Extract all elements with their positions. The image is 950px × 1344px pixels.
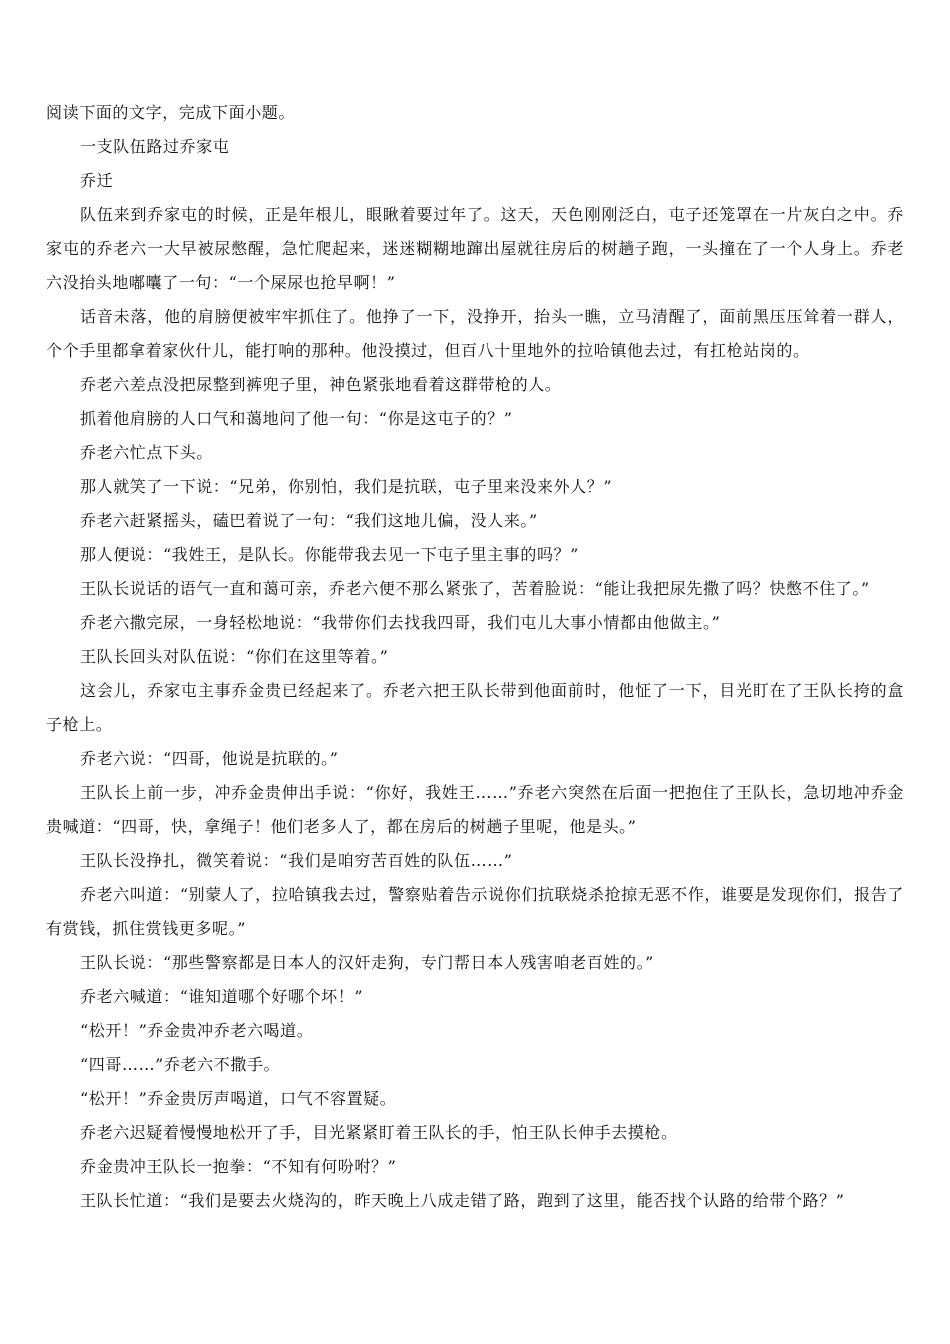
- paragraph: 王队长回头对队伍说：“你们在这里等着。”: [80, 647, 389, 666]
- paragraph: 王队长说话的语气一直和蔼可亲，乔老六便不那么紧张了，苦着脸说：“能让我把尿先撒了吗？快憋不住了。”: [80, 579, 870, 598]
- paragraph: 乔老六差点没把尿整到裤兜子里，神色紧张地看着这群带枪的人。: [80, 375, 562, 394]
- paragraph: “松开！”乔金贵冲乔老六喝道。: [80, 1021, 314, 1040]
- paragraph: 王队长没挣扎，微笑着说：“我们是咱穷苦百姓的队伍……”: [80, 851, 513, 870]
- article-title: 一支队伍路过乔家屯: [80, 137, 230, 156]
- paragraph: 那人便说：“我姓王，是队长。你能带我去见一下屯子里主事的吗？”: [80, 545, 579, 564]
- paragraph: 队伍来到乔家屯的时候，正是年根儿，眼瞅着要过年了。这天，天色刚刚泛白，屯子还笼罩在一片灰白之中。乔家屯的乔老六一大早被尿憋醒，急忙爬起来，迷迷糊糊地蹿出屋就往房后的树趟子跑，一头撞在了一个人身上。乔老六没抬头地嘟囔了一句：“一个屎尿也抢早啊！”: [46, 205, 904, 292]
- paragraph: 乔老六说：“四哥，他说是抗联的。”: [80, 749, 339, 768]
- paragraph: 那人就笑了一下说：“兄弟，你别怕，我们是抗联，屯子里来没来外人？”: [80, 477, 613, 496]
- paragraph: 乔老六迟疑着慢慢地松开了手，目光紧紧盯着王队长的手，怕王队长伸手去摸枪。: [80, 1123, 678, 1142]
- paragraph: 乔老六叫道：“别蒙人了，拉哈镇我去过，警察贴着告示说你们抗联烧杀抢掠无恶不作，谁要是发现你们，报告了有赏钱，抓住赏钱更多呢。”: [46, 885, 904, 938]
- paragraph: 王队长忙道：“我们是要去火烧沟的，昨天晚上八成走错了路，跑到了这里，能否找个认路的给带个路？”: [80, 1191, 845, 1210]
- document-page: [46, 96, 904, 1218]
- instruction-text: 阅读下面的文字，完成下面小题。: [46, 103, 296, 122]
- paragraph: “松开！”乔金贵厉声喝道，口气不容置疑。: [80, 1089, 397, 1108]
- paragraph: 乔老六赶紧摇头，磕巴着说了一句：“我们这地儿偏，没人来。”: [80, 511, 538, 530]
- paragraph: 乔老六忙点下头。: [80, 443, 213, 462]
- paragraph: 王队长说：“那些警察都是日本人的汉奸走狗，专门帮日本人残害咱老百姓的。”: [80, 953, 654, 972]
- article-author: 乔迁: [80, 171, 114, 190]
- paragraph: 乔金贵冲王队长一抱拳：“不知有何吩咐？”: [80, 1157, 397, 1176]
- paragraph: 话音未落，他的肩膀便被牢牢抓住了。他挣了一下，没挣开，抬头一瞧，立马清醒了，面前黑压压耸着一群人，个个手里都拿着家伙什儿，能打响的那种。他没摸过，但百八十里地外的拉哈镇他去过，有扛枪站岗的。: [46, 307, 904, 360]
- paragraph: “四哥……”乔老六不撒手。: [80, 1055, 281, 1074]
- paragraph: 乔老六撒完尿，一身轻松地说：“我带你们去找我四哥，我们屯儿大事小情都由他做主。”: [80, 613, 721, 632]
- paragraph: 抓着他肩膀的人口气和蔼地问了他一句：“你是这屯子的？”: [80, 409, 513, 428]
- paragraph: 乔老六喊道：“谁知道哪个好哪个坏！”: [80, 987, 364, 1006]
- paragraph: 这会儿，乔家屯主事乔金贵已经起来了。乔老六把王队长带到他面前时，他怔了一下，目光盯在了王队长挎的盒子枪上。: [46, 681, 904, 734]
- paragraph: 王队长上前一步，冲乔金贵伸出手说：“你好，我姓王……”乔老六突然在后面一把抱住了王队长，急切地冲乔金贵喊道：“四哥，快，拿绳子！他们老多人了，都在房后的树趟子里呢，他是头。”: [46, 783, 904, 836]
